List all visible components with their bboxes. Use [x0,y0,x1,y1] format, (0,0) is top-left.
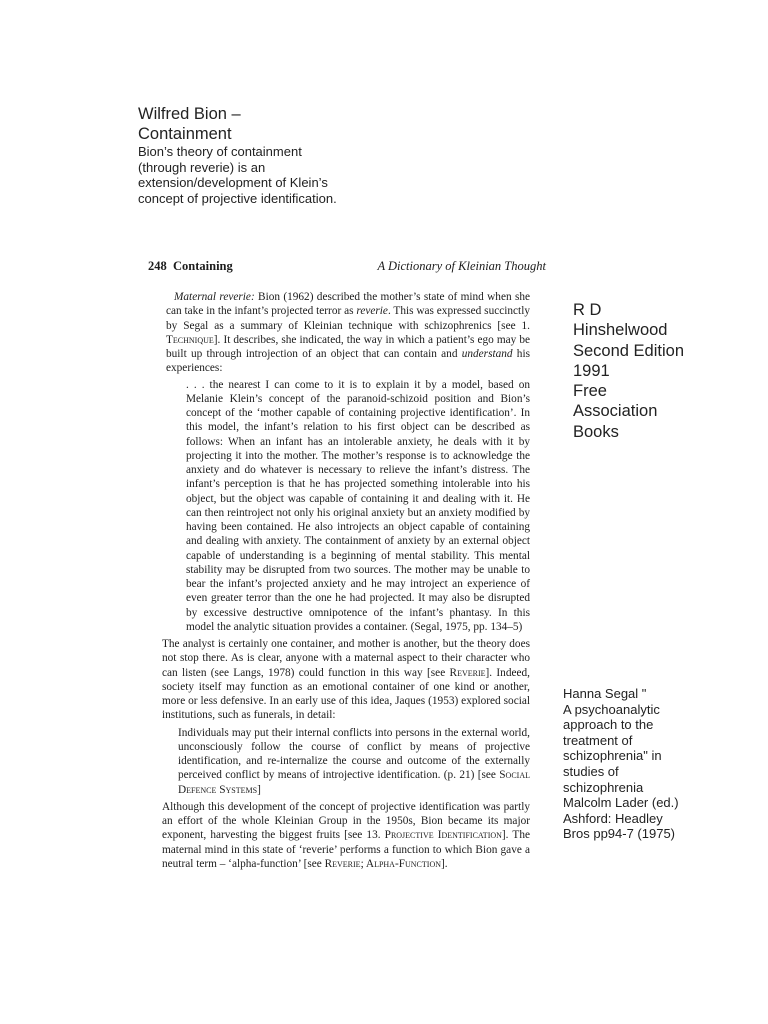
text-run: Although this development of the concept of projective identification was partly an effort of the whole Kleinian Group in the 1950s, Bion became its major exponent, harvesting the biggest fruits [see 13. [162,800,530,842]
text-run: Individuals may put their internal conflicts into persons in the external world, unconsciously follow the course of conflict by means of projective identification, and re-internalize the course and outcome of the externally perceived conflict by means of introjective identification. (p. 21) [see [178,726,530,782]
note-desc-line: extension/development of Klein’s [138,175,328,190]
text-run: The analyst is certainly one container, and mother is another, but the theory does not stop there. As is clear, anyone with a maternal aspect to their character who can listen (see Langs, 1978) could function in this way [see [162,638,530,679]
paragraph-maternal-reverie [166,290,530,376]
note-title-line: Wilfred Bion – [138,105,241,123]
cross-reference: Social Defence Systems [178,769,530,796]
segal-line: Ashford: Headley [563,810,663,826]
reference-line: 1991 [573,361,610,380]
page-header [148,259,546,277]
text-run: ]. The maternal mind in this state of ‘reverie’ performs a function to which Bion gave a neutral term – ‘alpha-function’ [see [162,829,530,870]
emphasis: reverie [356,305,388,318]
cross-reference: Reverie; Alpha-Function [324,857,441,870]
reference-line: Association [573,402,658,421]
annotation-book-reference [573,300,743,442]
text-run: ]. Indeed, society itself may function as an emotional container of one kind or another, more or less defensive. In an early use of this idea, Jaques (1953) explored social institutions, such as funerals, in detail: [162,666,530,722]
main-body-text [162,290,531,873]
segal-line: schizophrenia [563,779,644,795]
text-run: ]. It describes, she indicated, the way in which a patient’s ego may be built up through introjection of an object that can contain and [166,333,530,360]
block-quote-jaques [178,726,530,797]
cross-reference: Technique [166,333,214,346]
paragraph-projective-identification [162,800,530,871]
emphasis: understand [461,348,513,360]
note-title-line: Containment [138,125,232,143]
note-desc-line: (through reverie) is an [138,159,266,175]
text-run: . This was expressed succinctly by Segal as a summary of Kleinian technique with schizophrenics [see 1. [166,305,530,332]
running-head: A Dictionary of Kleinian Thought [377,259,546,273]
reference-line: Second Edition [573,341,684,360]
segal-line: studies of [563,763,619,779]
cross-reference: Projective Identification [384,829,502,842]
text-run: Bion (1962) described the mother’s state of mind when she can take in the infant’s projected terror as [166,291,531,318]
cross-reference: Reverie [449,666,486,679]
segal-line: Hanna Segal " [563,686,647,701]
reference-line: R D [573,301,602,319]
segal-line: Bros pp94-7 (1975) [563,826,676,842]
reference-line: Books [573,422,619,441]
reference-line: Free [573,382,607,401]
text-run: ] [257,783,261,796]
segal-line: A psychoanalytic [563,701,660,717]
note-desc-line: concept of projective identification. [138,190,337,206]
segal-line: Malcolm Lader (ed.) [563,795,679,811]
lead-term: Maternal reverie: [174,291,255,303]
block-quote-segal: . . . the nearest I can come to it is to explain it by a model, based on Melanie Klein’s concept of the paranoid-schizoid position and Bion’s concept of the ‘mother capable of containing projective identification’. In this model, the infant’s relation to his first object can be described as follows: When an infant has an intolerable anxiety, he deals with it by projecting it into the mother. The mother’s response is to acknowledge the anxiety and do whatever is necessary to relieve the infant’s distress. The infant’s perception is that he has projected something intolerable into his object, but the object was capable of containing it and dealing with it. He can then reintroject not only his original anxiety but an anxiety modified by having been contained. He also introjects an object capable of containing and dealing with anxiety. The containment of anxiety by an external object capable of understanding is a beginning of mental stability. This mental stability may be disrupted from two sources. The mother may be unable to bear the infant’s projected anxiety and he may introject an experience of even greater terror than the one he had projected. It may also be disrupted by excessive destructive omnipotence of the infant’s phantasy. In this model the analytic situation provides a container. (Segal, 1975, pp. 134–5) [186,378,530,633]
annotation-segal-reference [563,686,741,842]
annotation-top-note [138,104,398,206]
segal-line: schizophrenia" in [563,748,662,764]
segal-line: treatment of [563,732,633,748]
paragraph-analyst-container [162,637,530,723]
section-title: Containing [173,259,233,273]
page-number: 248 [148,259,167,273]
text-run: ]. [441,857,448,870]
reference-line: Hinshelwood [573,321,668,340]
page-number-and-section [148,259,233,274]
note-desc-line: Bion’s theory of containment [138,144,302,159]
text-run: his experiences: [166,348,530,375]
segal-line: approach to the [563,717,654,733]
